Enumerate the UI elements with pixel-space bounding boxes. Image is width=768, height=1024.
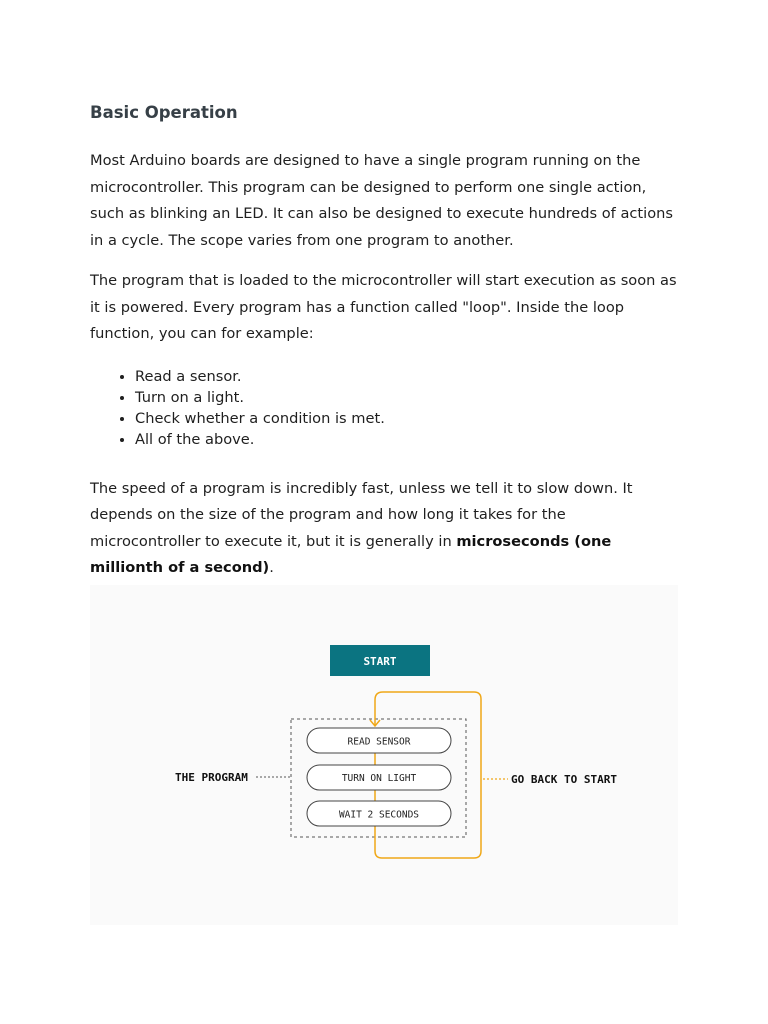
speed-text: The speed of a program is incredibly fast, unless we tell it to slow down. It depends on the size of the program and how long it takes for the microcontroller to execute it, but it is generally in — [90, 479, 633, 550]
step-turn-on-light-label: TURN ON LIGHT — [341, 773, 417, 784]
program-label: THE PROGRAM — [175, 771, 248, 784]
speed-emphasis: microseconds (one millionth of a second) — [90, 532, 612, 576]
example-list — [90, 366, 680, 450]
article-section — [90, 100, 680, 596]
list-item: • Check whether a condition is met. — [135, 408, 680, 429]
paragraph-loop: The program that is loaded to the microcontroller will start execution as soon as it is powered. Every program has a function called "loop". Inside the loop function, you can for example: — [90, 272, 677, 342]
paragraph-speed — [90, 476, 680, 582]
list-item: • All of the above. — [135, 429, 680, 450]
list-item: • Turn on a light. — [135, 387, 680, 408]
step-wait-2-seconds-label: WAIT 2 SECONDS — [338, 809, 420, 821]
list-item: • Read a sensor. — [135, 366, 680, 387]
program-flow-diagram — [90, 585, 678, 925]
section-heading: Basic Operation — [90, 103, 238, 122]
paragraph-intro: Most Arduino boards are designed to have a single program running on the microcontroller. This program can be designed to perform one single action, such as blinking an LED. It can also be designed to execute hundreds of actions in a cycle. The scope varies from one program to another. — [90, 152, 673, 249]
start-label: START — [363, 655, 397, 668]
step-read-sensor-label: READ SENSOR — [347, 736, 411, 748]
loop-label: GO BACK TO START — [511, 773, 617, 786]
speed-end: . — [269, 559, 274, 576]
